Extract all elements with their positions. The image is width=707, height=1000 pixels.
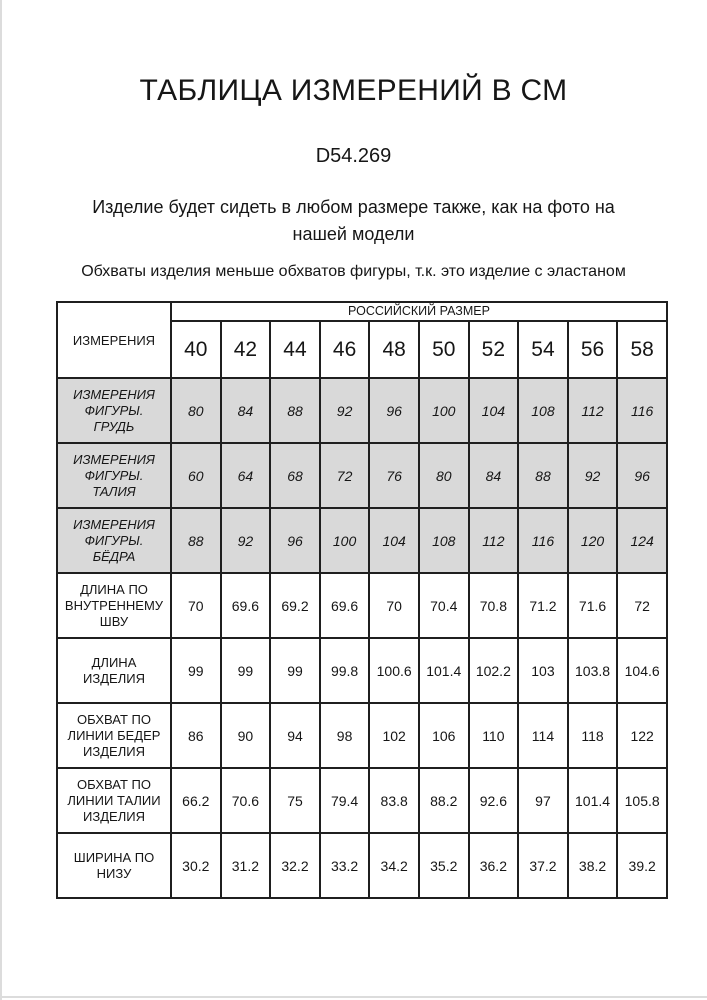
value-cell: 96: [270, 508, 320, 573]
value-cell: 60: [171, 443, 221, 508]
value-cell: 68: [270, 443, 320, 508]
value-cell: 99: [270, 638, 320, 703]
value-cell: 70.8: [469, 573, 519, 638]
size-column-header: 56: [568, 321, 618, 378]
value-cell: 99.8: [320, 638, 370, 703]
size-column-header: 52: [469, 321, 519, 378]
value-cell: 71.2: [518, 573, 568, 638]
size-column-header: 48: [369, 321, 419, 378]
value-cell: 106: [419, 703, 469, 768]
value-cell: 114: [518, 703, 568, 768]
value-cell: 72: [617, 573, 667, 638]
value-cell: 70.6: [221, 768, 271, 833]
value-cell: 80: [171, 378, 221, 443]
value-cell: 104: [369, 508, 419, 573]
size-column-header: 58: [617, 321, 667, 378]
value-cell: 79.4: [320, 768, 370, 833]
size-column-header: 50: [419, 321, 469, 378]
value-cell: 70.4: [419, 573, 469, 638]
value-cell: 36.2: [469, 833, 519, 898]
row-label: ИЗМЕРЕНИЯ ФИГУРЫ. БЁДРА: [57, 508, 171, 573]
value-cell: 76: [369, 443, 419, 508]
value-cell: 80: [419, 443, 469, 508]
value-cell: 101.4: [419, 638, 469, 703]
value-cell: 38.2: [568, 833, 618, 898]
value-cell: 96: [617, 443, 667, 508]
russian-size-group-header: РОССИЙСКИЙ РАЗМЕР: [171, 302, 667, 321]
row-label: ИЗМЕРЕНИЯ ФИГУРЫ. ГРУДЬ: [57, 378, 171, 443]
value-cell: 33.2: [320, 833, 370, 898]
table-row: [57, 833, 667, 898]
value-cell: 94: [270, 703, 320, 768]
value-cell: 37.2: [518, 833, 568, 898]
value-cell: 75: [270, 768, 320, 833]
value-cell: 105.8: [617, 768, 667, 833]
value-cell: 32.2: [270, 833, 320, 898]
size-column-header: 42: [221, 321, 271, 378]
table-row: [57, 638, 667, 703]
value-cell: 102: [369, 703, 419, 768]
value-cell: 92.6: [469, 768, 519, 833]
table-row: [57, 703, 667, 768]
value-cell: 72: [320, 443, 370, 508]
value-cell: 69.6: [221, 573, 271, 638]
value-cell: 108: [419, 508, 469, 573]
table-row: [57, 378, 667, 443]
value-cell: 31.2: [221, 833, 271, 898]
value-cell: 116: [617, 378, 667, 443]
value-cell: 70: [369, 573, 419, 638]
value-cell: 83.8: [369, 768, 419, 833]
group-header-row: [57, 302, 667, 321]
value-cell: 92: [320, 378, 370, 443]
value-cell: 103: [518, 638, 568, 703]
elastane-note: Обхваты изделия меньше обхватов фигуры, т.к. это изделие с эластаном: [81, 263, 626, 280]
size-table-head: [57, 302, 667, 378]
value-cell: 96: [369, 378, 419, 443]
value-cell: 69.6: [320, 573, 370, 638]
value-cell: 64: [221, 443, 271, 508]
value-cell: 88: [518, 443, 568, 508]
size-column-header: 46: [320, 321, 370, 378]
value-cell: 120: [568, 508, 618, 573]
row-label: ОБХВАТ ПО ЛИНИИ БЕДЕР ИЗДЕЛИЯ: [57, 703, 171, 768]
value-cell: 34.2: [369, 833, 419, 898]
row-label: ДЛИНА ИЗДЕЛИЯ: [57, 638, 171, 703]
value-cell: 99: [221, 638, 271, 703]
value-cell: 30.2: [171, 833, 221, 898]
table-row: [57, 768, 667, 833]
value-cell: 112: [469, 508, 519, 573]
value-cell: 100.6: [369, 638, 419, 703]
size-column-header: 44: [270, 321, 320, 378]
value-cell: 122: [617, 703, 667, 768]
table-row: [57, 443, 667, 508]
value-cell: 35.2: [419, 833, 469, 898]
value-cell: 100: [419, 378, 469, 443]
size-table: [56, 301, 668, 899]
value-cell: 86: [171, 703, 221, 768]
value-cell: 104: [469, 378, 519, 443]
value-cell: 84: [469, 443, 519, 508]
scan-edge-left: [0, 0, 2, 1000]
value-cell: 99: [171, 638, 221, 703]
value-cell: 92: [221, 508, 271, 573]
value-cell: 112: [568, 378, 618, 443]
value-cell: 90: [221, 703, 271, 768]
value-cell: 66.2: [171, 768, 221, 833]
row-label: ОБХВАТ ПО ЛИНИИ ТАЛИИ ИЗДЕЛИЯ: [57, 768, 171, 833]
size-column-header: 40: [171, 321, 221, 378]
value-cell: 124: [617, 508, 667, 573]
value-cell: 92: [568, 443, 618, 508]
row-label: ШИРИНА ПО НИЗУ: [57, 833, 171, 898]
value-cell: 103.8: [568, 638, 618, 703]
row-label: ДЛИНА ПО ВНУТРЕННЕМУ ШВУ: [57, 573, 171, 638]
value-cell: 116: [518, 508, 568, 573]
table-row: [57, 508, 667, 573]
value-cell: 71.6: [568, 573, 618, 638]
value-cell: 88: [171, 508, 221, 573]
value-cell: 102.2: [469, 638, 519, 703]
value-cell: 88.2: [419, 768, 469, 833]
value-cell: 101.4: [568, 768, 618, 833]
value-cell: 70: [171, 573, 221, 638]
value-cell: 39.2: [617, 833, 667, 898]
measurements-tbody: [57, 378, 667, 898]
value-cell: 88: [270, 378, 320, 443]
value-cell: 118: [568, 703, 618, 768]
row-label: ИЗМЕРЕНИЯ ФИГУРЫ. ТАЛИЯ: [57, 443, 171, 508]
measurements-corner-header: ИЗМЕРЕНИЯ: [57, 302, 171, 378]
page-title: ТАБЛИЦА ИЗМЕРЕНИЙ В СМ: [139, 74, 568, 107]
value-cell: 110: [469, 703, 519, 768]
value-cell: 104.6: [617, 638, 667, 703]
value-cell: 98: [320, 703, 370, 768]
article-number: D54.269: [315, 145, 392, 167]
value-cell: 100: [320, 508, 370, 573]
fit-note: Изделие будет сидеть в любом размере также, как на фото на нашей модели: [92, 197, 615, 244]
scan-edge-bottom: [0, 996, 707, 998]
table-row: [57, 573, 667, 638]
value-cell: 108: [518, 378, 568, 443]
value-cell: 84: [221, 378, 271, 443]
size-column-header: 54: [518, 321, 568, 378]
value-cell: 97: [518, 768, 568, 833]
value-cell: 69.2: [270, 573, 320, 638]
